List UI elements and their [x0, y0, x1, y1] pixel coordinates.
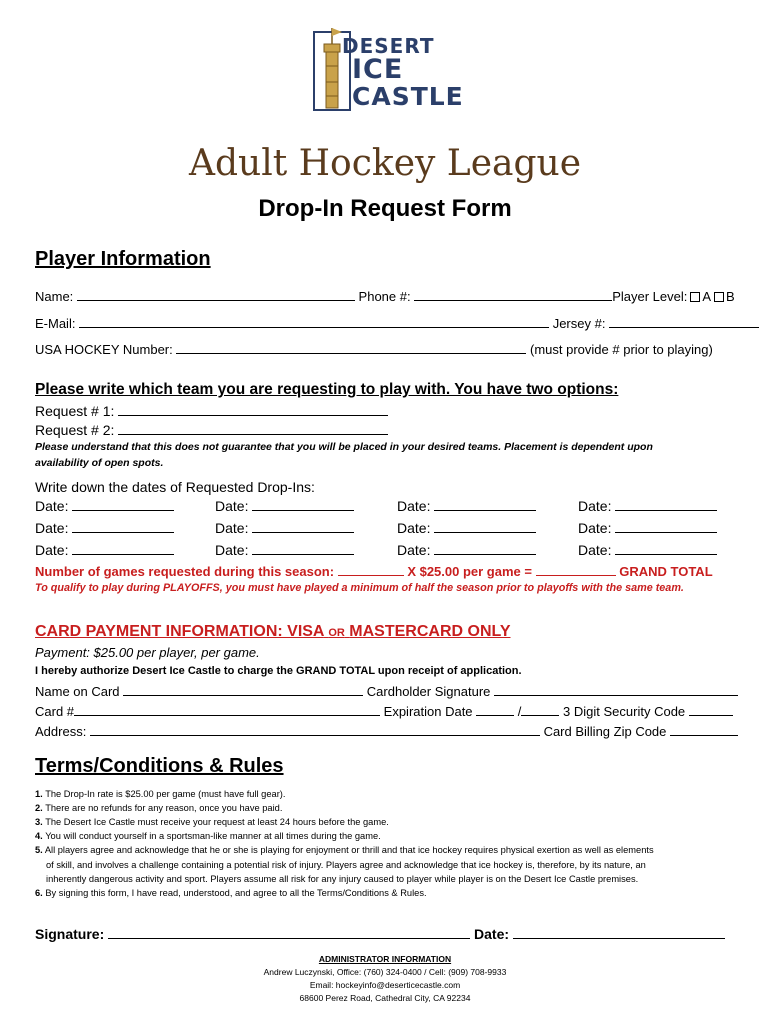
- date-label: Date:: [397, 542, 431, 558]
- games-rate: X $25.00 per game =: [407, 564, 532, 579]
- card-number-row: Card # Expiration Date / 3 Digit Security Code: [35, 704, 733, 719]
- name-row: [35, 289, 735, 304]
- player-level-label: Player Level:: [612, 289, 688, 304]
- date-label: Date:: [215, 498, 249, 514]
- terms-heading: Terms/Conditions & Rules: [35, 755, 284, 777]
- phone-field[interactable]: [414, 289, 612, 301]
- date-field[interactable]: [72, 521, 174, 533]
- date-cell: [578, 542, 717, 558]
- admin-email[interactable]: Email: hockeyinfo@deserticecastle.com: [309, 980, 461, 990]
- date-field[interactable]: [252, 499, 354, 511]
- card-heading-a: CARD PAYMENT INFORMATION: VISA: [35, 623, 324, 640]
- logo: [312, 24, 462, 114]
- date-cell: [35, 542, 174, 558]
- date-label: Date:: [578, 520, 612, 536]
- games-label: Number of games requested during this season:: [35, 564, 335, 579]
- card-heading-b: MASTERCARD ONLY: [349, 623, 511, 640]
- date-label: Date:: [215, 520, 249, 536]
- exp-year-field[interactable]: [521, 704, 559, 716]
- list-item: 4. You will conduct yourself in a sportsman-like manner at all times during the game.: [35, 831, 381, 841]
- request2-row: [35, 422, 388, 438]
- zip-field[interactable]: [670, 724, 738, 736]
- card-name-row: [35, 684, 738, 699]
- date-cell: [215, 520, 354, 536]
- security-code-label: 3 Digit Security Code: [563, 704, 686, 719]
- level-b-checkbox[interactable]: [714, 292, 724, 302]
- date-field[interactable]: [615, 543, 717, 555]
- date-field[interactable]: [72, 543, 174, 555]
- date-label: Date:: [35, 520, 69, 536]
- signature-date-field[interactable]: [513, 927, 725, 939]
- grand-total-field[interactable]: [536, 564, 616, 576]
- page-title: Adult Hockey League: [189, 143, 581, 184]
- phone-label: Phone #:: [358, 289, 411, 304]
- usa-hockey-row: [35, 342, 713, 357]
- list-item: 3. The Desert Ice Castle must receive your request at least 24 hours before the game.: [35, 817, 389, 827]
- list-item: 1. The Drop-In rate is $25.00 per game (must have full gear).: [35, 789, 286, 799]
- date-cell: [578, 498, 717, 514]
- address-field[interactable]: [90, 724, 540, 736]
- grand-total-label: GRAND TOTAL: [619, 564, 713, 579]
- date-label: Date:: [578, 542, 612, 558]
- card-payment-heading: [35, 623, 511, 641]
- date-cell: [397, 542, 536, 558]
- date-label: Date:: [397, 498, 431, 514]
- notice-line2: availability of open spots.: [35, 457, 164, 469]
- card-number-label: Card #: [35, 704, 75, 719]
- request2-field[interactable]: [118, 423, 388, 435]
- date-label: Date:: [35, 498, 69, 514]
- name-label: Name:: [35, 289, 74, 304]
- usa-hockey-field[interactable]: [176, 342, 526, 354]
- jersey-field[interactable]: [609, 316, 759, 328]
- request1-row: [35, 403, 388, 419]
- usa-hockey-label: USA HOCKEY Number:: [35, 342, 173, 357]
- name-field[interactable]: [77, 289, 355, 301]
- list-item: 2. There are no refunds for any reason, once you have paid.: [35, 803, 283, 813]
- payment-rate: Payment: $25.00 per player, per game.: [35, 645, 260, 660]
- date-cell: [215, 498, 354, 514]
- level-a-checkbox[interactable]: [690, 292, 700, 302]
- date-label: Date:: [397, 520, 431, 536]
- notice-line1: Please understand that this does not guarantee that you will be placed in your desired teams. Placement is dependent upon: [35, 441, 653, 453]
- list-item: 6. By signing this form, I have read, understood, and agree to all the Terms/Conditions & Rules.: [35, 888, 427, 898]
- admin-address: 68600 Perez Road, Cathedral City, CA 92234: [299, 993, 471, 1003]
- cardholder-signature-label: Cardholder Signature: [366, 684, 491, 699]
- name-on-card-field[interactable]: [123, 684, 363, 696]
- level-a-label: A: [702, 289, 712, 304]
- request1-field[interactable]: [118, 404, 388, 416]
- card-number-field[interactable]: [74, 704, 380, 716]
- logo-line3: CASTLE: [352, 82, 464, 111]
- expiration-label: Expiration Date: [383, 704, 473, 719]
- date-label: Date:: [578, 498, 612, 514]
- date-field[interactable]: [615, 521, 717, 533]
- name-on-card-label: Name on Card: [35, 684, 120, 699]
- playoffs-note: To qualify to play during PLAYOFFS, you must have played a minimum of half the season prior to playoffs with the same team.: [35, 582, 684, 594]
- date-field[interactable]: [434, 499, 536, 511]
- date-field[interactable]: [72, 499, 174, 511]
- signature-label: Signature:: [35, 926, 105, 942]
- email-field[interactable]: [79, 316, 549, 328]
- level-b-label: B: [726, 289, 735, 304]
- date-field[interactable]: [252, 521, 354, 533]
- player-info-heading: Player Information: [35, 248, 211, 270]
- team-request-heading: Please write which team you are requesting to play with. You have two options:: [35, 381, 619, 398]
- email-label: E-Mail:: [35, 316, 76, 331]
- request1-label: Request # 1:: [35, 403, 115, 419]
- jersey-label: Jersey #:: [552, 316, 606, 331]
- signature-row: [35, 926, 725, 942]
- date-cell: [35, 520, 174, 536]
- signature-date-label: Date:: [474, 926, 510, 942]
- list-item: of skill, and involves a challenge containing a potential risk of injury. Players agree and acknowledge that ice hockey is, therefore, by its nature, an: [46, 860, 646, 870]
- date-field[interactable]: [434, 521, 536, 533]
- games-row: [35, 564, 713, 579]
- usa-hockey-note: (must provide # prior to playing): [530, 342, 713, 357]
- email-row: [35, 316, 759, 331]
- date-cell: [578, 520, 717, 536]
- date-label: Date:: [215, 542, 249, 558]
- logo-line2: ICE: [352, 54, 404, 85]
- request2-label: Request # 2:: [35, 422, 115, 438]
- date-field[interactable]: [434, 543, 536, 555]
- authorize-text: I hereby authorize Desert Ice Castle to charge the GRAND TOTAL upon receipt of application.: [35, 665, 522, 677]
- signature-field[interactable]: [108, 927, 470, 939]
- list-item: inherently dangerous activity and sport. Players assume all risk for any injury caused to player while player is on the Desert Ice Castle premises.: [46, 874, 639, 884]
- date-field[interactable]: [252, 543, 354, 555]
- security-code-field[interactable]: [689, 704, 733, 716]
- date-cell: [397, 520, 536, 536]
- form-subtitle: Drop-In Request Form: [258, 195, 512, 222]
- zip-label: Card Billing Zip Code: [543, 724, 667, 739]
- address-label: Address:: [35, 724, 87, 739]
- list-item: 5. All players agree and acknowledge that he or she is playing for enjoyment or thrill and that ice hockey requires physical exertion as well as elements: [35, 845, 654, 855]
- date-label: Date:: [35, 542, 69, 558]
- cardholder-signature-field[interactable]: [494, 684, 738, 696]
- date-cell: [215, 542, 354, 558]
- dates-heading: Write down the dates of Requested Drop-Ins:: [35, 479, 315, 495]
- logo-line1: DESERT: [342, 34, 435, 58]
- admin-heading: ADMINISTRATOR INFORMATION: [318, 954, 452, 964]
- date-field[interactable]: [615, 499, 717, 511]
- card-address-row: [35, 724, 738, 739]
- date-cell: [397, 498, 536, 514]
- card-heading-or: OR: [328, 627, 345, 639]
- date-cell: [35, 498, 174, 514]
- admin-contact: Andrew Luczynski, Office: (760) 324-0400 / Cell: (909) 708-9933: [263, 967, 507, 977]
- games-count-field[interactable]: [338, 564, 404, 576]
- exp-month-field[interactable]: [476, 704, 514, 716]
